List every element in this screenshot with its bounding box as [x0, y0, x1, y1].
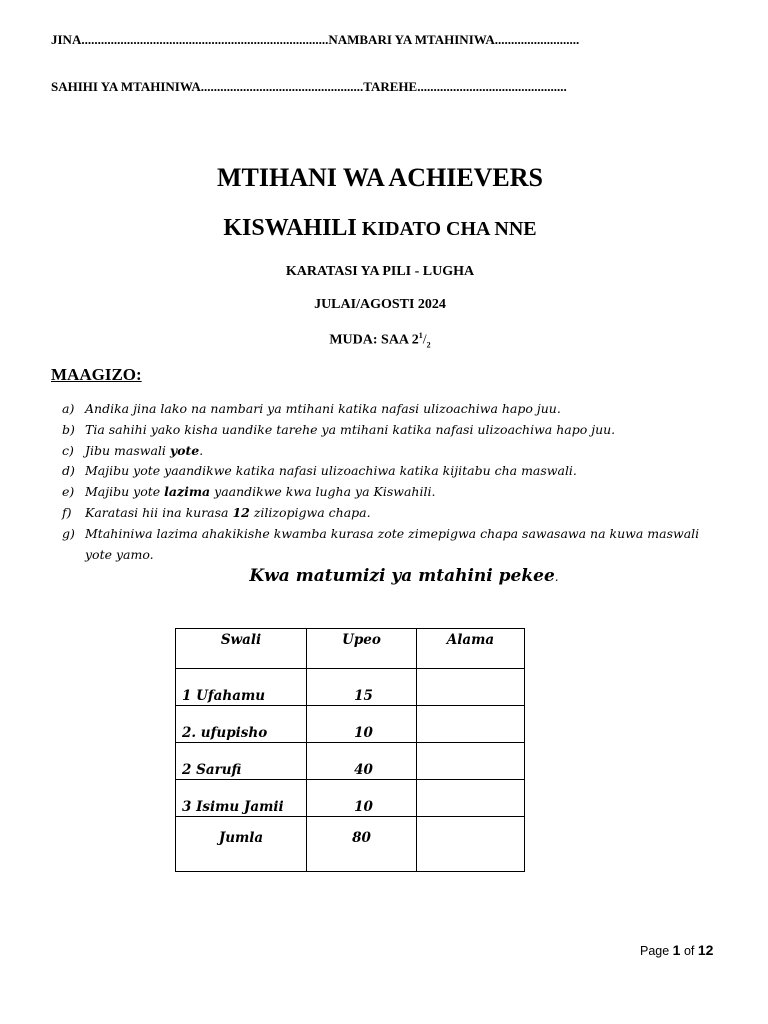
instruction-item: [51, 420, 711, 441]
instruction-emphasis: 12: [232, 504, 250, 520]
exam-date: JULAI/AGOSTI 2024: [314, 297, 446, 312]
instruction-text-end: .: [199, 442, 204, 458]
form-level: KIDATO CHA NNE: [356, 218, 537, 240]
header-alama: Alama: [417, 629, 525, 669]
table-row: [176, 706, 525, 743]
row-swali: [176, 706, 307, 743]
table-row: [176, 743, 525, 780]
instruction-emphasis: yote: [169, 442, 200, 458]
instruction-letter: e): [62, 484, 75, 500]
row-swali: [176, 780, 307, 817]
row-upeo-text: 15: [354, 688, 373, 704]
total-upeo: 80: [307, 817, 417, 872]
row-upeo: [307, 780, 417, 817]
row-upeo: [307, 706, 417, 743]
examiner-use-heading: [0, 566, 768, 586]
instruction-item: [51, 461, 711, 482]
instruction-text-end: zilizopigwa chapa.: [249, 504, 371, 520]
row-swali: [176, 743, 307, 780]
total-pages: 12: [697, 942, 714, 958]
subject-name: KISWAHILI: [223, 215, 357, 241]
row-alama-cell[interactable]: [417, 743, 525, 780]
row-upeo-text: 10: [354, 725, 373, 741]
instruction-item: [51, 482, 711, 503]
instruction-letter: f): [62, 504, 72, 520]
instruction-letter: a): [62, 401, 75, 416]
table-header-row: [176, 629, 525, 669]
current-page: 1: [672, 942, 681, 958]
examiner-use-dot: .: [554, 570, 559, 584]
instruction-text: Andika jina lako na nambari ya mtihani katika nafasi ulizoachiwa hapo juu.: [85, 401, 561, 416]
header-swali: Swali: [176, 629, 307, 669]
row-swali-text: 2 Sarufi: [182, 762, 242, 778]
instruction-item: [51, 441, 711, 462]
row-alama-cell[interactable]: [417, 780, 525, 817]
row-swali-text: 1 Ufahamu: [182, 688, 266, 704]
instruction-letter: d): [62, 463, 75, 479]
instructions-heading: MAAGIZO:: [51, 365, 142, 384]
row-alama-cell[interactable]: [417, 669, 525, 706]
subject-title: [0, 215, 760, 242]
instruction-text: Majibu yote yaandikwe katika nafasi ulizoachiwa katika kijitabu cha maswali.: [85, 463, 577, 479]
instruction-text: Majibu yote: [85, 484, 165, 500]
signature-and-date-line: SAHIHI YA MTAHINIWA..................................................TAREHE..............................................: [51, 79, 567, 94]
instruction-letter: b): [62, 421, 75, 437]
row-upeo: [307, 743, 417, 780]
page-number: [640, 942, 713, 958]
instruction-emphasis: lazima: [164, 484, 211, 500]
instruction-text-end: yaandikwe kwa lugha ya Kiswahili.: [210, 484, 436, 500]
duration-prefix: MUDA: SAA 2: [329, 332, 419, 348]
page-word: Page: [640, 944, 673, 958]
marks-table: [175, 628, 525, 872]
instruction-text: Jibu maswali: [85, 442, 170, 458]
instruction-text: Tia sahihi yako kisha uandike tarehe ya mtihani katika nafasi ulizoachiwa hapo juu.: [85, 421, 616, 437]
instructions-list: [51, 399, 711, 565]
instruction-item: [51, 503, 711, 524]
row-alama-cell[interactable]: [417, 706, 525, 743]
header-upeo: Upeo: [307, 629, 417, 669]
instruction-text: Karatasi hii ina kurasa: [85, 504, 233, 520]
duration-numerator: 1: [418, 331, 423, 340]
total-alama-cell[interactable]: [417, 817, 525, 872]
table-total-row: [176, 817, 525, 872]
row-upeo-text: 40: [354, 762, 373, 778]
duration-denominator: 2: [426, 340, 431, 350]
total-label: Jumla: [176, 817, 307, 872]
instruction-item: [51, 524, 711, 566]
instruction-item: [51, 399, 711, 420]
row-upeo: [307, 669, 417, 706]
instruction-letter: c): [62, 442, 74, 458]
exam-duration: MUDA: SAA $2^1/_2$: [329, 331, 431, 350]
row-swali-text: 2. ufupisho: [182, 725, 268, 741]
instruction-letter: g): [62, 525, 75, 541]
instruction-text: Mtahiniwa lazima ahakikishe kwamba kurasa zote zimepigwa chapa sawasawa na kuwa maswali yote yamo.: [85, 525, 700, 562]
row-swali-text: 3 Isimu Jamii: [182, 799, 284, 815]
of-word: of: [680, 944, 698, 958]
name-and-number-line: JINA............................................................................NAMBARI YA MTAHINIWA..........................: [51, 32, 580, 47]
row-upeo-text: 10: [354, 799, 373, 815]
table-row: [176, 669, 525, 706]
table-row: [176, 780, 525, 817]
examiner-use-text: Kwa matumizi ya mtahini pekee: [249, 566, 555, 586]
row-swali: [176, 669, 307, 706]
exam-title: MTIHANI WA ACHIEVERS: [216, 163, 544, 192]
paper-title: KARATASI YA PILI - LUGHA: [285, 264, 475, 279]
